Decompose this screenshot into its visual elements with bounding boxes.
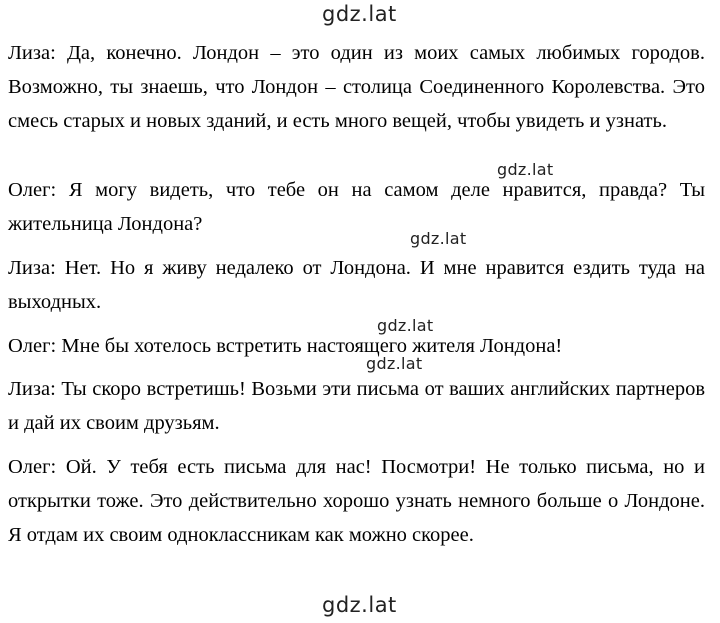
dialogue-line-3 xyxy=(8,251,705,319)
speaker-name: Лиза: xyxy=(8,42,56,64)
dialogue-text: Да, конечно. Лондон – это один из моих самых любимых городов. Возможно, ты знаешь, что Лондон – столица Соединенного Королевства. Это смесь старых и новых зданий, и есть много вещей, чтобы увидеть и узнать. xyxy=(8,42,705,132)
dialogue-line-4 xyxy=(8,329,705,363)
watermark-bottom: gdz.lat xyxy=(322,593,397,617)
speaker-name: Лиза: xyxy=(8,378,56,400)
speaker-name: Олег: xyxy=(8,179,57,201)
watermark-inline: gdz.lat xyxy=(497,160,554,179)
speaker-name: Олег: xyxy=(8,456,57,478)
dialogue-text: Мне бы хотелось встретить настоящего жителя Лондона! xyxy=(61,335,563,357)
watermark-top: gdz.lat xyxy=(322,2,397,26)
dialogue-line-6 xyxy=(8,450,705,552)
watermark-inline: gdz.lat xyxy=(410,229,467,248)
watermark-inline: gdz.lat xyxy=(366,354,423,373)
dialogue-text: Я могу видеть, что тебе он на самом деле нравится, правда? Ты жительница Лондона? xyxy=(8,179,706,235)
dialogue-line-2 xyxy=(8,173,705,241)
watermark-inline: gdz.lat xyxy=(377,316,434,335)
dialogue-text: Ой. У тебя есть письма для нас! Посмотри! Не только письма, но и открытки тоже. Это действительно хорошо узнать немного больше о Лондоне. Я отдам их своим одноклассникам как можно скорее. xyxy=(8,456,705,546)
dialogue-text: Ты скоро встретишь! Возьми эти письма от ваших английских партнеров и дай их своим друзьям. xyxy=(8,378,706,434)
speaker-name: Олег: xyxy=(8,335,57,357)
dialogue-text: Нет. Но я живу недалеко от Лондона. И мне нравится ездить туда на выходных. xyxy=(8,257,706,313)
dialogue-line-1 xyxy=(8,36,705,138)
speaker-name: Лиза: xyxy=(8,257,56,279)
dialogue-line-5 xyxy=(8,372,705,440)
